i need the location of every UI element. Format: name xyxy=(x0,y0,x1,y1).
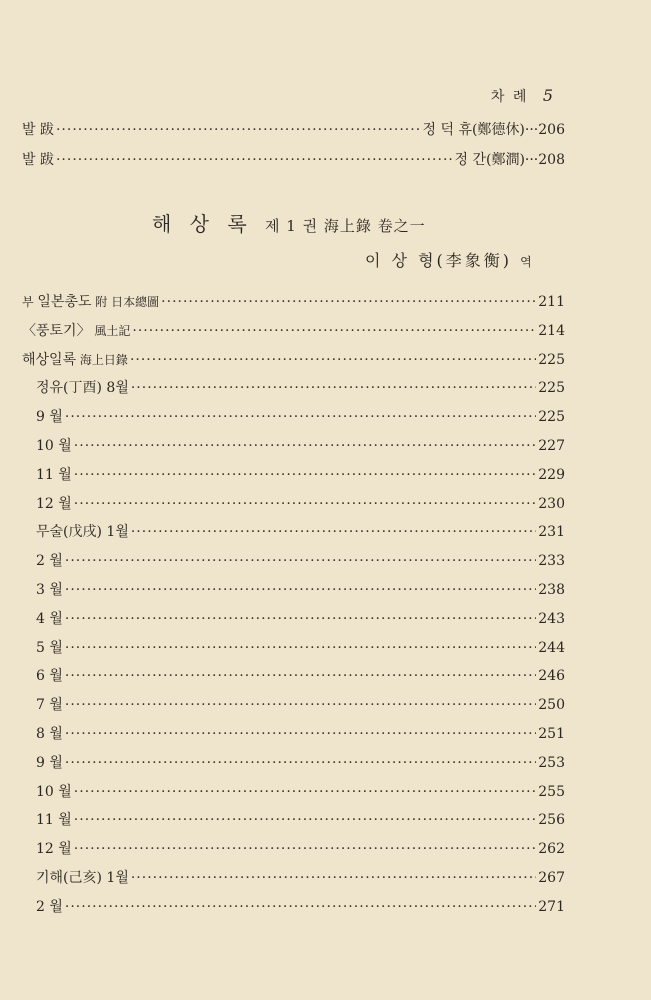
leader-dots xyxy=(130,351,536,369)
toc-entry xyxy=(36,725,565,743)
toc-entry-title: 2 월 xyxy=(36,553,63,570)
toc-entry-title: 4 월 xyxy=(36,610,63,627)
leader-dots xyxy=(65,639,536,657)
toc-entry-page: 230 xyxy=(538,495,565,512)
toc-entry-label xyxy=(36,408,63,426)
toc-entry-page: 211 xyxy=(538,294,565,310)
toc-entry-label xyxy=(36,466,72,484)
toc-entry-label xyxy=(22,322,130,340)
toc-entry-title: 10 월 xyxy=(36,438,72,454)
toc-entry-label xyxy=(36,437,72,455)
postscript-page: 206 xyxy=(538,122,565,138)
toc-entry xyxy=(36,466,565,484)
toc-entry-label xyxy=(36,811,72,829)
postscript-entry xyxy=(22,121,565,139)
toc-entry-title: 6 월 xyxy=(36,668,63,685)
toc-entry-title: 5 월 xyxy=(36,639,63,656)
toc-entry-label xyxy=(36,840,72,858)
toc-entry-page: 250 xyxy=(538,697,565,714)
toc-entry-page: 253 xyxy=(538,754,565,771)
toc-entry xyxy=(36,667,565,685)
leader-dots xyxy=(74,437,536,455)
running-header xyxy=(491,86,555,106)
toc-entry xyxy=(36,696,565,714)
toc-entry-page: 225 xyxy=(538,351,565,368)
leader-dots xyxy=(74,783,536,801)
toc-entry xyxy=(36,581,565,599)
leader-dots xyxy=(131,523,536,541)
toc-entry xyxy=(22,293,565,311)
toc-entry-page: 233 xyxy=(538,553,565,570)
toc-entry-title: 기해(己亥) 1월 xyxy=(36,870,129,886)
leader-dots xyxy=(74,495,536,513)
toc-entry xyxy=(36,495,565,513)
toc-entry-title: 7 월 xyxy=(36,697,63,714)
leader-dots xyxy=(56,151,453,169)
header-page-number: 5 xyxy=(542,86,555,105)
leader-dots xyxy=(65,408,536,426)
toc-entry-label xyxy=(36,667,63,685)
toc-entry-page: 246 xyxy=(538,668,565,685)
postscript-entry xyxy=(22,151,565,169)
leader-dots xyxy=(74,840,536,858)
postscript-label: 발 跋 xyxy=(22,152,54,168)
toc-entry-label xyxy=(36,869,129,887)
toc-entry xyxy=(36,408,565,426)
book-title-main: 해 상 록 xyxy=(152,212,253,236)
toc-entry xyxy=(36,437,565,455)
leader-dots xyxy=(74,811,536,829)
toc-entry-page: 238 xyxy=(538,582,565,598)
toc-entry-label xyxy=(36,783,72,801)
toc-entry-title: 2 월 xyxy=(36,898,63,915)
postscript-label: 발 跋 xyxy=(22,122,54,138)
toc-entry-page: 271 xyxy=(538,898,565,915)
toc-entry xyxy=(36,869,565,887)
toc-entry-title: 11 월 xyxy=(36,812,72,829)
header-section: 차 례 xyxy=(490,89,529,105)
toc-entry-label xyxy=(22,351,128,369)
toc-entry xyxy=(36,639,565,657)
leader-dots xyxy=(74,466,536,484)
book-title-sub: 제 1 권 海上錄 卷之一 xyxy=(265,217,426,235)
toc-entry xyxy=(36,523,565,541)
toc-entry-label xyxy=(36,754,63,772)
leader-dots xyxy=(65,610,536,628)
toc-entry xyxy=(36,783,565,801)
toc-entry xyxy=(36,754,565,772)
toc-entry-title: 8 월 xyxy=(36,726,63,742)
toc-entry xyxy=(22,351,565,369)
toc-entry-page: 262 xyxy=(538,841,565,858)
toc-entry xyxy=(36,811,565,829)
toc-entry-page: 267 xyxy=(538,870,565,886)
toc-entry-page: 229 xyxy=(538,466,565,483)
toc-entry-title: 12 월 xyxy=(36,495,72,512)
leader-dots: ··· xyxy=(524,152,539,168)
toc-entry-title: 해상일록 xyxy=(22,351,77,368)
toc-entry-label xyxy=(36,696,63,714)
leader-dots xyxy=(65,667,536,685)
toc-entry-label xyxy=(36,495,72,513)
translator-name: 이 상 형(李象衡) xyxy=(365,251,513,270)
toc-entry xyxy=(36,552,565,570)
toc-entry-page: 256 xyxy=(538,812,565,829)
toc-entry-page: 231 xyxy=(538,524,565,541)
toc-entry-subtitle: 附 日本總圖 xyxy=(91,295,160,309)
leader-dots xyxy=(132,322,536,340)
leader-dots xyxy=(65,552,536,570)
toc-entry-title: 3 월 xyxy=(36,582,63,598)
leader-dots xyxy=(56,121,421,139)
toc-entry xyxy=(36,610,565,628)
leader-dots xyxy=(65,696,536,714)
toc-entry-label xyxy=(36,523,129,541)
leader-dots xyxy=(65,898,536,916)
toc-entry-page: 225 xyxy=(538,409,565,426)
leader-dots: ··· xyxy=(524,122,539,138)
toc-entry-page: 227 xyxy=(538,438,565,454)
toc-entry-prefix: 부 xyxy=(22,295,38,309)
toc-entry-title: 9 월 xyxy=(36,409,63,426)
toc-entry xyxy=(36,898,565,916)
book-title xyxy=(152,208,426,237)
toc-entry-page: 243 xyxy=(538,610,565,627)
toc-entry-subtitle: 風土記 xyxy=(90,323,131,338)
toc-entry-label xyxy=(22,293,159,311)
toc-entry-title: 정유(丁酉) 8월 xyxy=(36,380,129,397)
leader-dots xyxy=(131,379,536,397)
toc-entry-page: 255 xyxy=(538,783,565,800)
toc-entry-label xyxy=(36,725,63,743)
toc-entry-title: 9 월 xyxy=(36,754,63,771)
toc-entry-title: 11 월 xyxy=(36,466,72,483)
toc-entry xyxy=(22,322,565,340)
leader-dots xyxy=(65,754,536,772)
toc-entry-title: 무술(戊戌) 1월 xyxy=(36,524,129,541)
toc-entry-page: 225 xyxy=(538,380,565,397)
toc-entry-page: 244 xyxy=(538,639,565,656)
toc-entry-page: 214 xyxy=(538,322,565,339)
toc-entry-title: 10 월 xyxy=(36,783,72,800)
toc-entry-label xyxy=(36,639,63,657)
toc-entry-label xyxy=(36,552,63,570)
toc-entry-title: 일본총도 xyxy=(37,294,92,310)
toc-entry-title: 12 월 xyxy=(36,841,72,858)
leader-dots xyxy=(65,725,536,743)
toc-entry-label xyxy=(36,581,63,599)
toc-entry-label xyxy=(36,610,63,628)
translator-suffix: 역 xyxy=(520,255,532,269)
toc-entry-subtitle: 海上日錄 xyxy=(76,352,128,367)
leader-dots xyxy=(65,581,536,599)
leader-dots xyxy=(131,869,536,887)
toc-entry-title: 〈풍토기〉 xyxy=(22,322,91,339)
postscript-page: 208 xyxy=(538,152,565,168)
toc-entry-page: 251 xyxy=(538,726,565,742)
postscript-author: 정 덕 휴(鄭德休) xyxy=(422,122,525,138)
postscript-author: 정 간(鄭澗) xyxy=(454,152,525,168)
toc-entry-label xyxy=(36,898,63,916)
leader-dots xyxy=(161,293,536,311)
toc-entry xyxy=(36,379,565,397)
toc-entry xyxy=(36,840,565,858)
translator-line xyxy=(365,248,532,271)
toc-entry-label xyxy=(36,379,129,397)
